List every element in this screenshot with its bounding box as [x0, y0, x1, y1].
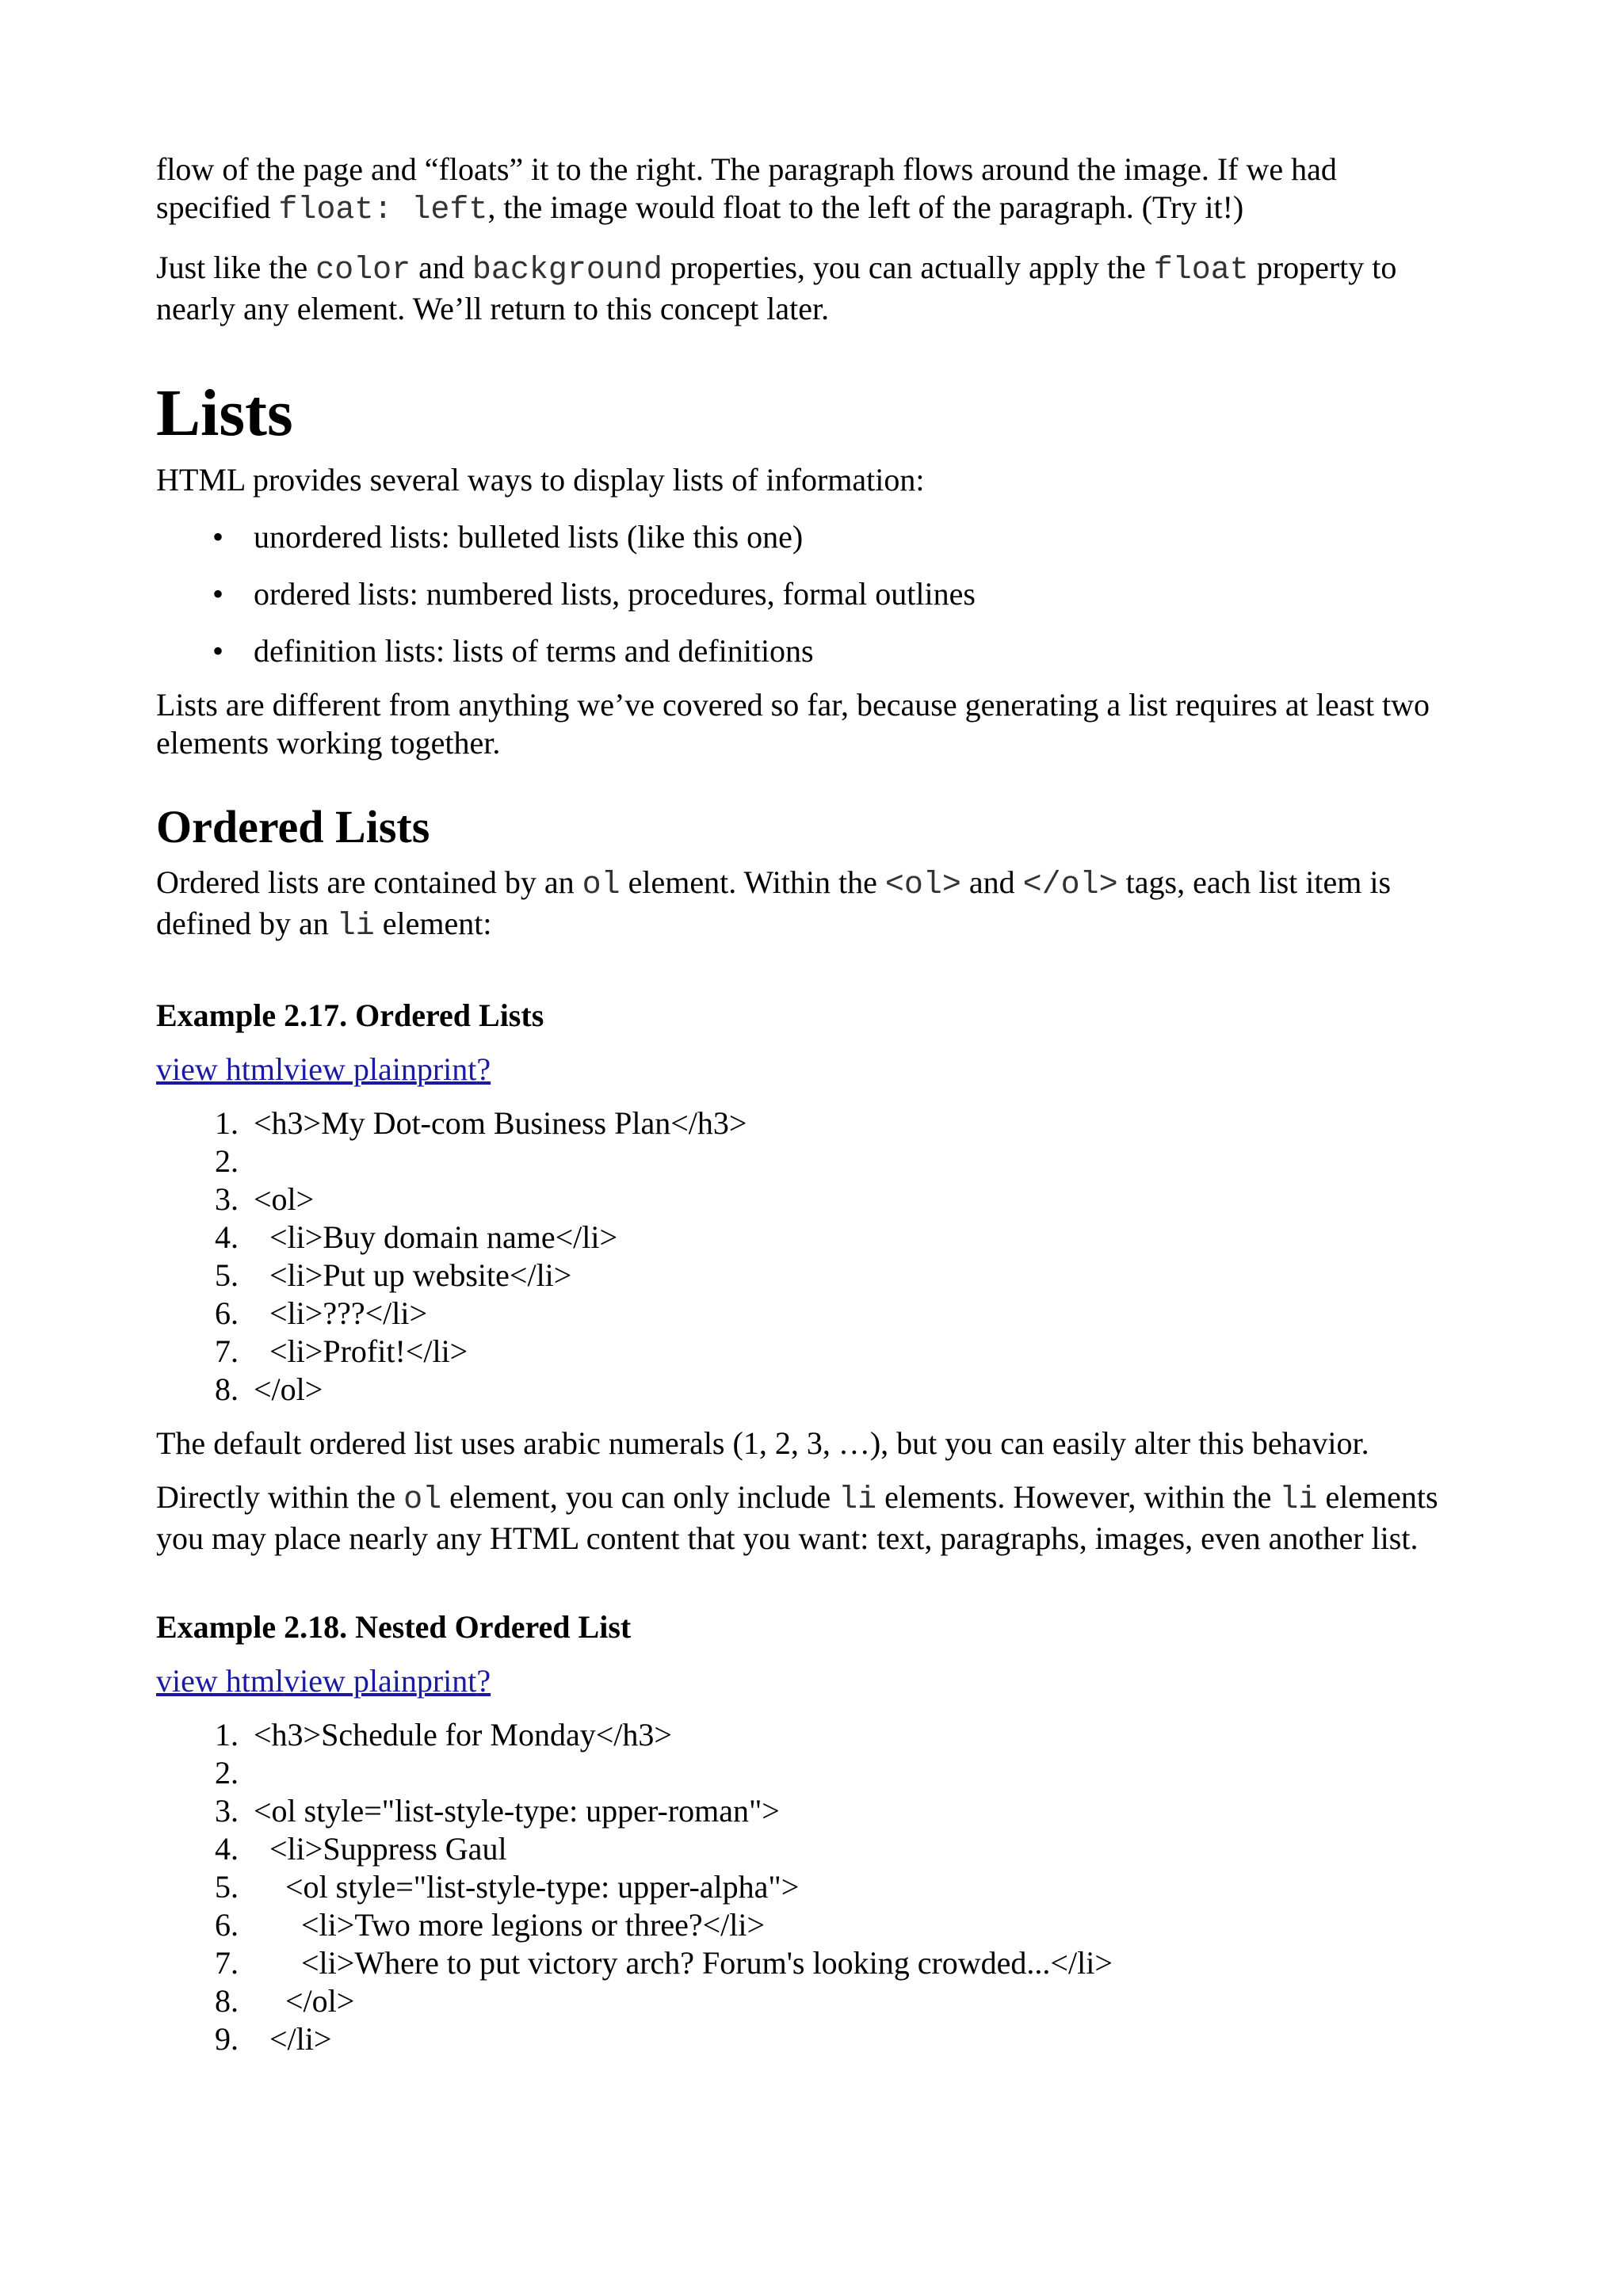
code-line: 1. <h3>My Dot-com Business Plan</h3>	[215, 1105, 747, 1141]
lists-heading: Lists	[156, 376, 293, 450]
code-line: 7. <li>Profit!</li>	[215, 1333, 468, 1369]
help-link[interactable]: ?	[476, 1051, 491, 1087]
list-item: • unordered lists: bulleted lists (like this one)	[212, 519, 804, 555]
ordered-lists-heading: Ordered Lists	[156, 801, 430, 852]
intro-paragraph-2	[156, 249, 1456, 328]
example-toolbar	[156, 1662, 1456, 1700]
after-example-paragraph-1: The default ordered list uses arabic numerals (1, 2, 3, …), but you can easily alter this behavior.	[156, 1425, 1369, 1461]
print-link[interactable]: print	[416, 1051, 477, 1087]
view-html-link[interactable]: view html	[156, 1051, 285, 1087]
ordered-lists-paragraph: Ordered lists are contained by an ol element. Within the <ol> and </ol> tags, each list item is defined by an li element:	[156, 864, 1392, 944]
text-run: , the image would float to the left of the paragraph. (Try it!)	[487, 189, 1244, 225]
text-run: Just like the	[156, 250, 316, 285]
inline-code: </ol>	[1022, 868, 1118, 903]
code-line: 3. <ol style="list-style-type: upper-roman">	[215, 1793, 780, 1829]
code-line: 8. </ol>	[215, 1371, 323, 1407]
example-title: Example 2.17. Ordered Lists	[156, 997, 544, 1033]
inline-code: li	[838, 1482, 877, 1518]
code-line: 6. <li>Two more legions or three?</li>	[215, 1907, 766, 1943]
inline-code: float: left	[278, 193, 488, 228]
code-line: 8. </ol>	[215, 1983, 355, 2019]
view-plain-link[interactable]: view plain	[284, 1051, 417, 1087]
inline-code: ol	[582, 868, 621, 903]
view-plain-link[interactable]: view plain	[284, 1663, 417, 1699]
code-line: 5. <ol style="list-style-type: upper-alpha">	[215, 1869, 800, 1905]
code-listing	[156, 1104, 1456, 1409]
document-page	[156, 151, 1456, 2058]
example-toolbar	[156, 1051, 1456, 1089]
text-run: flow of the page and “floats” it to the right. The paragraph flows around the image. If we had specified	[156, 151, 1337, 225]
code-line: 3. <ol>	[215, 1181, 315, 1217]
code-line: 6. <li>???</li>	[215, 1295, 428, 1331]
view-html-link[interactable]: view html	[156, 1663, 285, 1699]
bullet-list	[156, 518, 1456, 670]
code-line: 4. <li>Suppress Gaul	[215, 1831, 507, 1867]
inline-code: float	[1153, 253, 1249, 288]
code-line: 5. <li>Put up website</li>	[215, 1257, 572, 1293]
list-item: • definition lists: lists of terms and definitions	[212, 633, 814, 669]
lists-intro: HTML provides several ways to display lists of information:	[156, 462, 925, 498]
list-item: • ordered lists: numbered lists, procedures, formal outlines	[212, 576, 976, 612]
bullet-icon: •	[212, 633, 224, 669]
code-line: 9. </li>	[215, 2021, 332, 2057]
inline-code: ol	[403, 1482, 442, 1518]
example-title: Example 2.18. Nested Ordered List	[156, 1609, 632, 1645]
bullet-icon: •	[212, 576, 224, 612]
code-line: 2.	[215, 1143, 239, 1179]
code-line: 2.	[215, 1755, 239, 1791]
code-listing	[156, 1716, 1456, 2058]
help-link[interactable]: ?	[476, 1663, 491, 1699]
inline-code: li	[336, 909, 375, 944]
intro-paragraph-1	[156, 151, 1456, 230]
print-link[interactable]: print	[416, 1663, 477, 1699]
inline-code: color	[315, 253, 411, 288]
after-example-paragraph-2: Directly within the ol element, you can only include li elements. However, within the li elements you may place nearly any HTML content that you want: text, paragraphs, images, even another list.	[156, 1479, 1438, 1556]
text-run: property to nearly any element. We’ll return to this concept later.	[156, 250, 1397, 326]
code-line: 7. <li>Where to put victory arch? Forum's looking crowded...</li>	[215, 1945, 1113, 1981]
text-run: and	[411, 250, 472, 285]
inline-code: <ol>	[884, 868, 961, 903]
code-line: 4. <li>Buy domain name</li>	[215, 1219, 618, 1255]
bullet-icon: •	[212, 519, 224, 555]
inline-code: li	[1279, 1482, 1318, 1518]
text-run: properties, you can actually apply the	[662, 250, 1154, 285]
inline-code: background	[472, 253, 663, 288]
lists-outro: Lists are different from anything we’ve covered so far, because generating a list requires at least two elements working together.	[156, 687, 1430, 761]
code-line: 1. <h3>Schedule for Monday</h3>	[215, 1717, 672, 1753]
